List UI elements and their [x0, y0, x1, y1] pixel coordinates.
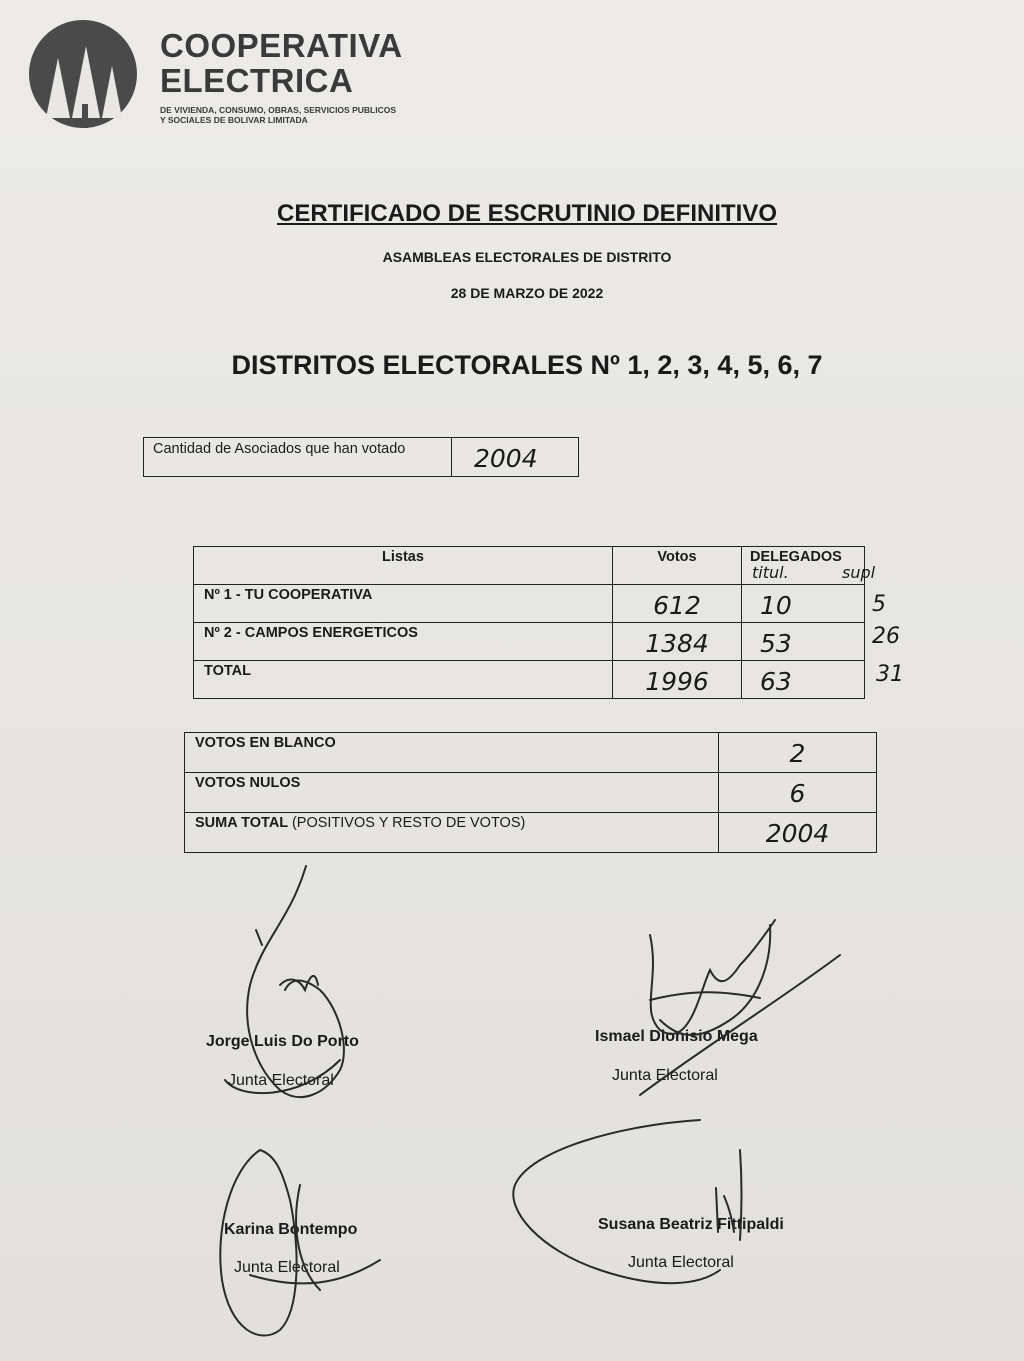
logo-line-2: ELECTRICA	[160, 62, 354, 99]
signer-role-3: Junta Electoral	[234, 1259, 340, 1276]
document-date: 28 DE MARZO DE 2022	[450, 285, 604, 301]
list-votes: 612	[653, 591, 701, 620]
list-name: TOTAL	[204, 663, 251, 679]
header-lists: Listas	[382, 549, 424, 565]
null-votes-value: 6	[789, 779, 806, 808]
signer-role-1: Junta Electoral	[228, 1072, 334, 1089]
sum-total-value: 2004	[765, 819, 830, 848]
logo-subtitle-line-2: Y SOCIALES DE BOLIVAR LIMITADA	[160, 115, 308, 125]
signer-role-4: Junta Electoral	[628, 1254, 734, 1271]
associates-value: 2004	[474, 444, 538, 473]
logo-subtitle-line-1: DE VIVIENDA, CONSUMO, OBRAS, SERVICIOS PUBLICOS	[160, 105, 396, 115]
signature-3-stroke	[220, 1150, 296, 1336]
signature-4-stroke	[716, 1150, 742, 1240]
header-votes: Votos	[657, 549, 697, 565]
associates-label: Cantidad de Asociados que han votado	[153, 441, 406, 457]
signature-3-stroke	[250, 1260, 380, 1283]
logo-line-1: COOPERATIVA	[160, 27, 403, 64]
districts-heading: DISTRITOS ELECTORALES Nº 1, 2, 3, 4, 5, 6, 7	[231, 350, 823, 380]
document-title: CERTIFICADO DE ESCRUTINIO DEFINITIVO	[276, 200, 777, 227]
header-titular: titul.	[752, 563, 789, 582]
signature-2-stroke	[650, 920, 775, 1034]
list-titulares: 63	[760, 667, 792, 696]
suplentes-row-2: 26	[872, 624, 900, 649]
signer-name-1: Jorge Luis Do Porto	[206, 1033, 359, 1050]
list-name: Nº 2 - CAMPOS ENERGETICOS	[204, 625, 418, 641]
signature-1-stroke	[247, 866, 344, 1097]
sum-total-label-rest: (POSITIVOS Y RESTO DE VOTOS)	[291, 815, 526, 831]
sum-total-label-bold: SUMA TOTAL	[195, 815, 288, 831]
signer-name-2: Ismael Dionisio Mega	[595, 1028, 758, 1045]
document-subtitle: ASAMBLEAS ELECTORALES DE DISTRITO	[382, 249, 672, 265]
list-titulares: 53	[760, 629, 792, 658]
null-votes-label: VOTOS NULOS	[195, 775, 301, 791]
blank-votes-value: 2	[789, 739, 806, 768]
list-votes: 1996	[645, 667, 709, 696]
signature-2-stroke	[660, 925, 770, 1035]
suplentes-row-3: 31	[876, 662, 904, 687]
signature-4-stroke	[513, 1120, 720, 1283]
blank-votes-label: VOTOS EN BLANCO	[195, 735, 336, 751]
suplentes-row-1: 5	[872, 592, 886, 617]
signature-2-stroke	[640, 955, 840, 1095]
list-votes: 1384	[645, 629, 709, 658]
signer-name-4: Susana Beatriz Fittipaldi	[598, 1216, 784, 1233]
header-delegates: DELEGADOS	[750, 549, 842, 565]
signature-1-stroke	[256, 930, 318, 990]
header-suplente: supl	[842, 563, 876, 582]
signer-role-2: Junta Electoral	[612, 1067, 718, 1084]
signature-2-stroke	[650, 992, 760, 1000]
signer-name-3: Karina Bontempo	[224, 1221, 358, 1238]
signature-3-stroke	[296, 1185, 320, 1290]
list-titulares: 10	[760, 591, 792, 620]
list-name: Nº 1 - TU COOPERATIVA	[204, 587, 373, 603]
